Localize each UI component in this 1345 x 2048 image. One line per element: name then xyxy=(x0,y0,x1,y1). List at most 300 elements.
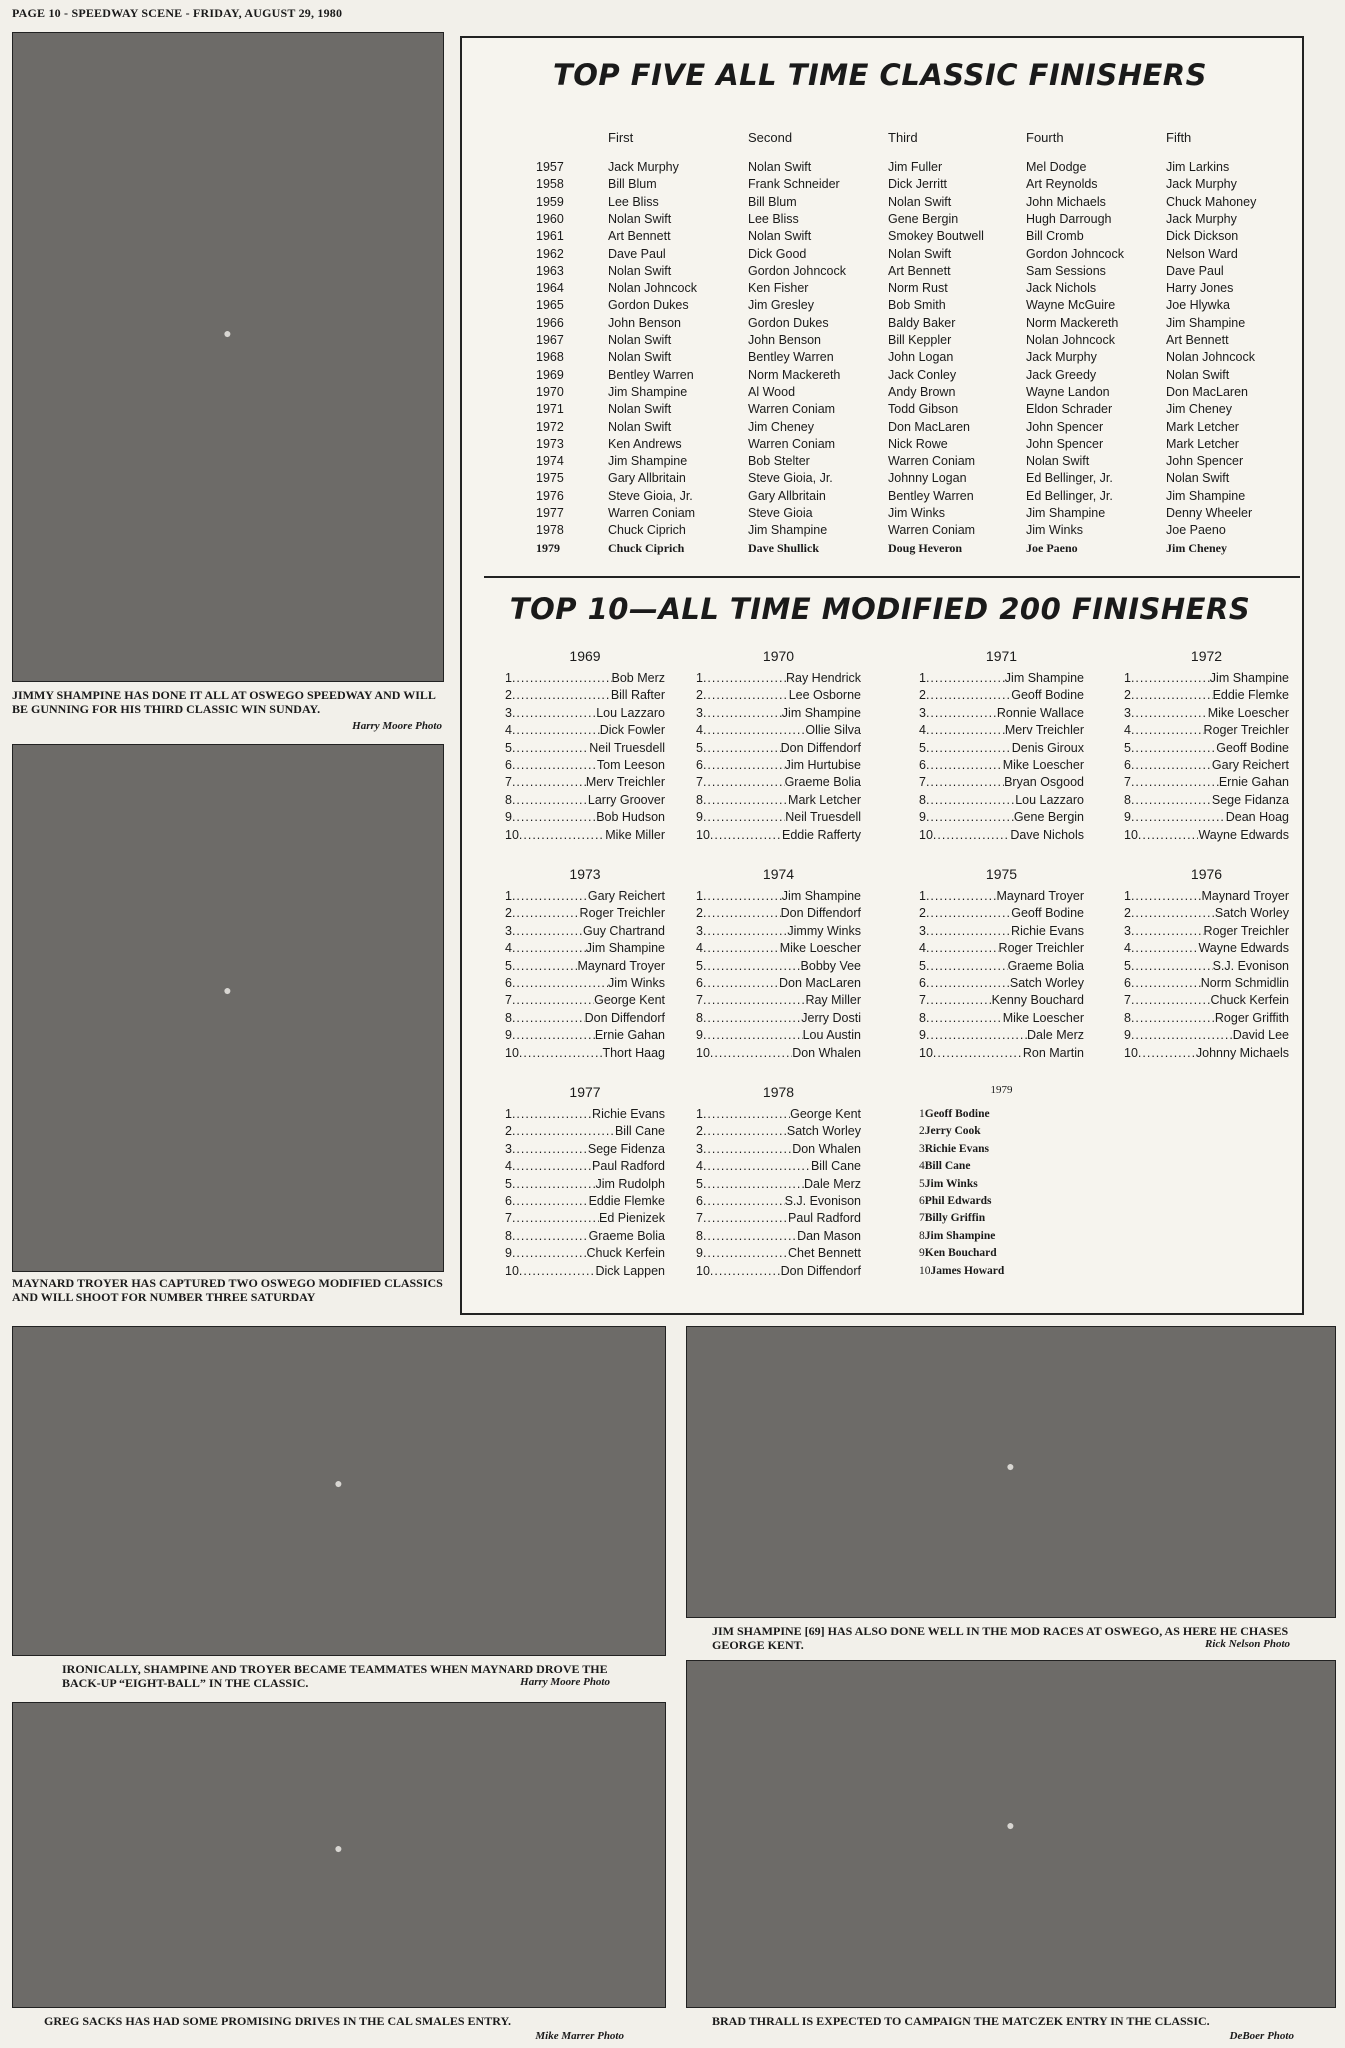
photo-credit: Harry Moore Photo xyxy=(352,720,442,732)
top10-entry xyxy=(919,975,1084,992)
top10-driver-name: Tom Leeson xyxy=(596,758,665,772)
top10-entry xyxy=(919,1176,1119,1193)
top10-position: 2 xyxy=(696,906,703,921)
dot-leader xyxy=(703,905,781,922)
top10-driver-name: Roger Griffith xyxy=(1214,1010,1289,1025)
top10-entry xyxy=(919,888,1084,905)
photo-greg-sacks: ● xyxy=(12,1702,666,2008)
dot-leader xyxy=(703,1106,790,1123)
top10-entry xyxy=(1124,774,1289,791)
dot-leader xyxy=(926,792,1015,809)
dot-leader xyxy=(703,1123,787,1140)
dot-leader xyxy=(703,1141,792,1158)
top10-position: 8 xyxy=(919,792,926,807)
top5-finisher: Jack Murphy xyxy=(1026,350,1097,365)
dot-leader xyxy=(703,975,779,992)
top10-driver-name: Jim Shampine xyxy=(924,1229,996,1242)
top10-driver-name: Satch Worley xyxy=(786,1124,861,1139)
top5-finisher: Art Reynolds xyxy=(1026,177,1098,192)
dot-leader xyxy=(1131,740,1216,757)
top10-driver-name: Thort Haag xyxy=(602,1045,665,1060)
dot-leader xyxy=(926,958,1008,975)
top5-finisher: Jim Winks xyxy=(888,506,945,520)
top10-position: 8 xyxy=(1124,1010,1131,1025)
top5-year: 1965 xyxy=(536,298,564,313)
top5-finisher: Lee Bliss xyxy=(748,211,799,226)
top10-entry xyxy=(1124,792,1289,809)
top5-finisher: Nolan Swift xyxy=(1166,471,1230,486)
dot-leader xyxy=(933,1045,1023,1062)
dot-leader xyxy=(1131,940,1199,957)
top5-finisher: Dave Shullick xyxy=(748,540,820,555)
top10-position: 10 xyxy=(505,1045,519,1060)
top10-driver-name: Mike Loescher xyxy=(1207,705,1289,720)
top10-driver-name: Roger Treichler xyxy=(1203,923,1289,938)
dot-leader xyxy=(1131,1010,1215,1027)
top10-entry xyxy=(919,958,1084,975)
dot-leader xyxy=(703,740,781,757)
top10-driver-name: Chuck Kerfein xyxy=(586,1246,665,1261)
top10-entry xyxy=(505,1141,665,1158)
top5-finisher: Jack Murphy xyxy=(608,160,679,174)
top5-finisher: Jim Larkins xyxy=(1166,160,1230,174)
top10-entry xyxy=(919,940,1084,957)
top5-finisher: Ken Andrews xyxy=(608,436,682,451)
dot-leader xyxy=(512,992,594,1009)
top5-finisher: Nolan Swift xyxy=(1166,367,1230,382)
top10-position: 1 xyxy=(505,889,512,903)
dot-leader xyxy=(703,722,805,739)
top10-entry xyxy=(505,774,665,791)
top10-driver-name: Ray Hendrick xyxy=(785,671,861,685)
dot-leader xyxy=(926,740,1012,757)
top10-driver-name: Lou Lazzaro xyxy=(1015,792,1084,807)
top10-driver-name: Graeme Bolia xyxy=(1007,958,1084,973)
top5-finisher: Joe Hlywka xyxy=(1166,298,1230,313)
top5-finisher: Gordon Johncock xyxy=(1026,246,1124,261)
top10-driver-name: Ken Bouchard xyxy=(924,1247,997,1260)
dot-leader xyxy=(1131,888,1202,905)
top5-finisher: Bill Blum xyxy=(748,194,797,209)
photo-caption: JIMMY SHAMPINE HAS DONE IT ALL AT OSWEGO SPEEDWAY AND WILL BE GUNNING FOR HIS THIRD CLASSIC WIN SUNDAY. xyxy=(12,688,436,716)
top10-entry xyxy=(919,809,1084,826)
top10-position: 8 xyxy=(696,792,703,807)
top10-driver-name: Dale Merz xyxy=(1027,1028,1084,1043)
top10-position: 2 xyxy=(919,688,926,703)
top5-finisher: Art Bennett xyxy=(1166,333,1229,347)
top10-driver-name: Ernie Gahan xyxy=(1218,775,1289,790)
top10-entry xyxy=(696,1158,861,1175)
top5-finisher: Jim Shampine xyxy=(748,523,828,538)
dot-leader xyxy=(1131,687,1213,704)
top10-entry xyxy=(505,1010,665,1027)
top10-entry xyxy=(505,1263,665,1280)
top5-finisher: Gordon Dukes xyxy=(608,298,689,313)
dot-leader xyxy=(512,740,589,757)
top10-position: 1 xyxy=(696,1107,703,1121)
top5-finisher: Jack Murphy xyxy=(1166,211,1237,226)
top10-position: 3 xyxy=(1124,923,1131,938)
top10-position: 9 xyxy=(505,810,512,825)
top10-position: 6 xyxy=(919,976,926,990)
top10-driver-name: Dave Nichols xyxy=(1010,827,1084,842)
top10-entry xyxy=(696,1106,861,1123)
top5-finisher: Smokey Boutwell xyxy=(888,229,984,244)
top10-driver-name: Bill Cane xyxy=(924,1160,971,1173)
top10-position: 4 xyxy=(919,1160,925,1173)
dot-leader xyxy=(512,1027,595,1044)
top5-year: 1970 xyxy=(536,384,564,399)
photo-caption: IRONICALLY, SHAMPINE AND TROYER BECAME TEAMMATES WHEN MAYNARD DROVE THE BACK-UP “EIGHT-BALL” IN THE CLASSIC. xyxy=(62,1662,608,1690)
top10-driver-name: Richie Evans xyxy=(924,1142,989,1155)
top10-driver-name: Lou Austin xyxy=(802,1028,861,1043)
top5-finisher: Don MacLaren xyxy=(1166,384,1248,399)
top5-finisher: Nolan Johncock xyxy=(1166,350,1255,365)
dot-leader xyxy=(512,687,611,704)
top5-finisher: Ken Fisher xyxy=(748,281,809,296)
dot-leader xyxy=(512,757,597,774)
top10-position: 2 xyxy=(1124,688,1131,703)
top5-column-header: Fifth xyxy=(1166,130,1192,145)
top10-driver-name: Jim Shampine xyxy=(1209,671,1289,685)
top10-driver-name: Don MacLaren xyxy=(779,976,861,990)
top5-year: 1962 xyxy=(536,246,564,261)
top10-entry xyxy=(505,740,665,757)
top10-position: 2 xyxy=(919,906,926,921)
top10-entry xyxy=(505,670,665,687)
dot-leader xyxy=(512,792,588,809)
top10-entry xyxy=(505,809,665,826)
dot-leader xyxy=(703,940,780,957)
top10-entry xyxy=(505,827,665,844)
top10-position: 5 xyxy=(696,740,703,755)
top10-position: 2 xyxy=(505,688,512,703)
dot-leader xyxy=(703,687,789,704)
top10-year-heading: 1972 xyxy=(1190,648,1223,664)
top5-finisher: Jim Gresley xyxy=(748,298,814,313)
top5-finisher: John Spencer xyxy=(1166,454,1244,469)
top5-year: 1974 xyxy=(536,454,564,469)
top5-finisher: Norm Mackereth xyxy=(1026,315,1119,330)
top10-year-heading: 1970 xyxy=(762,648,795,664)
top5-finisher: Jim Shampine xyxy=(608,384,688,399)
top5-finisher: Hugh Darrough xyxy=(1026,211,1112,226)
top5-column-header: Second xyxy=(748,130,793,145)
top5-finisher: Denny Wheeler xyxy=(1166,506,1253,520)
dot-leader xyxy=(512,774,586,791)
top5-finisher: Nolan Swift xyxy=(888,246,952,261)
top10-position: 9 xyxy=(696,810,703,825)
dot-leader xyxy=(703,1210,788,1227)
top10-driver-name: Lou Lazzaro xyxy=(596,705,665,720)
top10-position: 8 xyxy=(919,1010,926,1025)
top10-entry xyxy=(505,1210,665,1227)
top5-finisher: Jim Shampine xyxy=(1026,506,1106,520)
top10-driver-name: Don Diffendorf xyxy=(584,1010,665,1025)
top5-finisher: Gordon Dukes xyxy=(748,315,829,330)
top10-position: 3 xyxy=(696,1141,703,1156)
top5-year: 1964 xyxy=(536,281,564,296)
dot-leader xyxy=(1131,923,1204,940)
top10-entry xyxy=(919,1045,1084,1062)
top10-driver-name: Chet Bennett xyxy=(788,1246,861,1261)
top5-finisher: Warren Coniam xyxy=(608,506,696,520)
top10-entry xyxy=(919,670,1084,687)
top10-position: 7 xyxy=(696,775,703,790)
top10-entry xyxy=(919,923,1084,940)
top5-finisher: John Benson xyxy=(608,315,681,330)
top10-entry xyxy=(696,888,861,905)
top10-position: 7 xyxy=(505,993,512,1008)
top5-finisher: Bob Stelter xyxy=(748,454,810,469)
top10-driver-name: Bob Merz xyxy=(611,671,665,685)
top10-driver-name: Dale Merz xyxy=(804,1176,861,1191)
top10-entry xyxy=(505,958,665,975)
dot-leader xyxy=(1131,809,1226,826)
top10-entry xyxy=(696,1210,861,1227)
top10-entry xyxy=(919,792,1084,809)
top10-driver-name: Ray Miller xyxy=(805,993,861,1008)
top5-title: TOP FIVE ALL TIME CLASSIC FINISHERS xyxy=(552,58,1208,92)
dot-leader xyxy=(519,1263,596,1280)
top10-year-heading: 1978 xyxy=(762,1084,795,1100)
top5-year: 1969 xyxy=(536,367,564,382)
top10-driver-name: Sege Fidanza xyxy=(1211,792,1289,807)
top10-driver-name: Eddie Rafferty xyxy=(782,827,861,842)
dot-leader xyxy=(512,1193,589,1210)
dot-leader xyxy=(703,1158,811,1175)
top5-finisher: Gordon Johncock xyxy=(748,263,846,278)
top10-position: 6 xyxy=(696,758,703,772)
top10-driver-name: Richie Evans xyxy=(1011,923,1084,938)
top5-finisher: Nolan Swift xyxy=(608,350,672,365)
top10-driver-name: Bill Rafter xyxy=(610,688,665,703)
top5-finisher: Steve Gioia xyxy=(748,506,813,520)
dot-leader xyxy=(926,1027,1027,1044)
top10-position: 3 xyxy=(919,923,926,938)
top10-driver-name: Maynard Troyer xyxy=(1201,889,1289,903)
top10-position: 10 xyxy=(1124,1045,1138,1060)
top5-finisher: Bentley Warren xyxy=(888,488,974,503)
top10-position: 7 xyxy=(1124,775,1131,790)
top5-finisher: Jim Fuller xyxy=(888,160,943,174)
photo-credit: DeBoer Photo xyxy=(1229,2030,1294,2042)
dot-leader xyxy=(926,888,997,905)
top10-position: 1 xyxy=(696,889,703,903)
top10-driver-name: Wayne Edwards xyxy=(1198,941,1289,956)
dot-leader xyxy=(1138,1045,1196,1062)
top10-entry xyxy=(919,1141,1119,1158)
top5-column-header: Third xyxy=(888,130,918,145)
top10-driver-name: Satch Worley xyxy=(1214,906,1289,921)
top5-finisher: Dick Dickson xyxy=(1166,229,1239,244)
top5-finisher: Todd Gibson xyxy=(888,402,959,417)
top5-finisher: Warren Coniam xyxy=(748,402,836,417)
top5-finisher: Wayne McGuire xyxy=(1026,298,1116,313)
top5-finisher: Don MacLaren xyxy=(888,419,970,434)
top10-entry xyxy=(1124,975,1289,992)
dot-leader xyxy=(703,992,805,1009)
top10-year-heading: 1974 xyxy=(762,866,795,882)
top5-finisher: Doug Heveron xyxy=(888,540,963,555)
top10-driver-name: Paul Radford xyxy=(788,1211,861,1226)
dot-leader xyxy=(512,923,583,940)
top5-finisher: Frank Schneider xyxy=(748,177,840,192)
dot-leader xyxy=(512,670,612,687)
top5-finisher: John Benson xyxy=(748,333,821,347)
top5-finisher: Art Bennett xyxy=(608,229,671,244)
top10-position: 4 xyxy=(696,941,703,956)
top10-position: 8 xyxy=(505,1228,512,1243)
top10-entry xyxy=(505,1123,665,1140)
top10-entry xyxy=(505,905,665,922)
top10-position: 9 xyxy=(919,810,926,825)
top10-position: 7 xyxy=(505,1211,512,1226)
dot-leader xyxy=(1131,705,1208,722)
top10-position: 8 xyxy=(505,792,512,807)
top5-year: 1957 xyxy=(536,160,564,174)
top10-driver-name: Mike Miller xyxy=(605,827,665,842)
top10-entry xyxy=(696,923,861,940)
dot-leader xyxy=(703,1245,788,1262)
top10-position: 7 xyxy=(696,993,703,1008)
top5-finisher: Warren Coniam xyxy=(748,436,836,451)
dot-leader xyxy=(512,958,578,975)
top5-finisher: Bill Keppler xyxy=(888,333,952,347)
top10-entry xyxy=(1124,827,1289,844)
top10-position: 10 xyxy=(696,1045,710,1060)
top10-position: 6 xyxy=(919,1195,925,1207)
top10-entry xyxy=(505,923,665,940)
top5-year: 1975 xyxy=(536,471,564,486)
top5-year: 1967 xyxy=(536,333,564,347)
top10-entry xyxy=(696,1245,861,1262)
top10-entry xyxy=(696,958,861,975)
top10-position: 6 xyxy=(505,1194,512,1208)
dot-leader xyxy=(512,809,596,826)
top10-entry xyxy=(919,757,1084,774)
photo-caption: GREG SACKS HAS HAD SOME PROMISING DRIVES IN THE CAL SMALES ENTRY. xyxy=(44,2014,512,2028)
top10-entry xyxy=(505,1176,665,1193)
top10-entry xyxy=(696,827,861,844)
top5-finisher: Nolan Swift xyxy=(608,333,672,347)
top5-finisher: Chuck Ciprich xyxy=(608,540,685,555)
top10-position: 1 xyxy=(919,1108,925,1120)
top5-finisher: Jim Cheney xyxy=(1166,540,1227,555)
photo-caption: JIM SHAMPINE [69] HAS ALSO DONE WELL IN THE MOD RACES AT OSWEGO, AS HERE HE CHASES GEORGE KENT. xyxy=(712,1624,1289,1652)
top10-position: 7 xyxy=(1124,993,1131,1008)
top5-finisher: Bentley Warren xyxy=(748,350,834,365)
top5-finisher: Mel Dodge xyxy=(1026,160,1087,174)
top10-position: 10 xyxy=(1124,827,1138,842)
top10-entry xyxy=(696,792,861,809)
top5-finisher: Eldon Schrader xyxy=(1026,402,1113,417)
top10-entry xyxy=(696,1263,861,1280)
top10-position: 3 xyxy=(696,705,703,720)
top5-finisher: Bill Blum xyxy=(608,177,657,192)
top5-year: 1971 xyxy=(536,402,564,417)
top5-finisher: Chuck Mahoney xyxy=(1166,194,1257,209)
dot-leader xyxy=(926,670,1005,687)
dot-leader xyxy=(926,705,997,722)
top10-position: 3 xyxy=(505,923,512,938)
dot-leader xyxy=(512,1158,592,1175)
top5-finisher: Nelson Ward xyxy=(1166,246,1238,261)
dot-leader xyxy=(1138,827,1199,844)
top10-position: 2 xyxy=(505,1124,512,1139)
top10-driver-name: Johnny Michaels xyxy=(1195,1045,1289,1060)
top10-position: 1 xyxy=(505,1107,512,1121)
top10-driver-name: Maynard Troyer xyxy=(996,889,1084,903)
top10-driver-name: James Howard xyxy=(930,1264,1005,1277)
top10-entry xyxy=(696,809,861,826)
top5-year: 1959 xyxy=(536,194,564,209)
top10-driver-name: Mike Loescher xyxy=(1002,758,1084,772)
top10-entry xyxy=(919,827,1084,844)
top5-finisher: Gary Allbritain xyxy=(608,471,686,486)
top5-finisher: Dick Jerritt xyxy=(888,177,948,192)
top10-driver-name: Ronnie Wallace xyxy=(996,705,1084,720)
dot-leader xyxy=(703,958,801,975)
section-divider xyxy=(484,576,1300,578)
dot-leader xyxy=(512,905,580,922)
top5-finisher: Baldy Baker xyxy=(888,315,956,330)
top5-finisher: Jim Shampine xyxy=(1166,488,1246,503)
top5-year: 1963 xyxy=(536,263,564,278)
top10-position: 4 xyxy=(919,941,926,956)
dot-leader xyxy=(703,888,782,905)
top5-finisher: Norm Rust xyxy=(888,281,948,296)
top10-driver-name: Jim Rudolph xyxy=(595,1176,665,1191)
top10-driver-name: Geoff Bodine xyxy=(1011,906,1084,921)
top10-entry xyxy=(505,722,665,739)
top10-driver-name: Roger Treichler xyxy=(998,941,1084,956)
top10-entry xyxy=(919,687,1084,704)
top5-finisher: Nolan Johncock xyxy=(608,281,697,296)
top5-finisher: Bentley Warren xyxy=(608,367,694,382)
top10-driver-name: David Lee xyxy=(1232,1028,1289,1043)
top10-position: 9 xyxy=(505,1028,512,1043)
dot-leader xyxy=(512,705,596,722)
top10-driver-name: Dick Lappen xyxy=(595,1263,665,1278)
dot-leader xyxy=(703,1193,785,1210)
top5-finisher: Wayne Landon xyxy=(1026,384,1110,399)
dot-leader xyxy=(1131,1027,1233,1044)
top10-position: 3 xyxy=(505,1141,512,1156)
dot-leader xyxy=(512,1123,615,1140)
top5-finisher: Jack Greedy xyxy=(1026,367,1097,382)
dot-leader xyxy=(519,1045,603,1062)
photo-jimmy-shampine: ● xyxy=(12,32,444,682)
top5-finisher: Nolan Johncock xyxy=(1026,333,1115,347)
top10-entry xyxy=(919,1228,1119,1245)
top10-position: 9 xyxy=(1124,1028,1131,1043)
dot-leader xyxy=(926,975,1010,992)
dot-leader xyxy=(703,1228,797,1245)
top10-driver-name: Roger Treichler xyxy=(579,906,665,921)
top10-driver-name: Gene Bergin xyxy=(1013,810,1084,825)
dot-leader xyxy=(703,1027,803,1044)
top10-position: 8 xyxy=(696,1228,703,1243)
top10-position: 7 xyxy=(919,993,926,1008)
top10-driver-name: George Kent xyxy=(594,993,665,1008)
top10-entry xyxy=(696,705,861,722)
top10-driver-name: Dean Hoag xyxy=(1225,810,1289,825)
top5-finisher: Joe Paeno xyxy=(1026,540,1078,555)
top10-entry xyxy=(919,1106,1119,1123)
top10-driver-name: Gary Reichert xyxy=(1211,758,1289,772)
dot-leader xyxy=(512,722,600,739)
